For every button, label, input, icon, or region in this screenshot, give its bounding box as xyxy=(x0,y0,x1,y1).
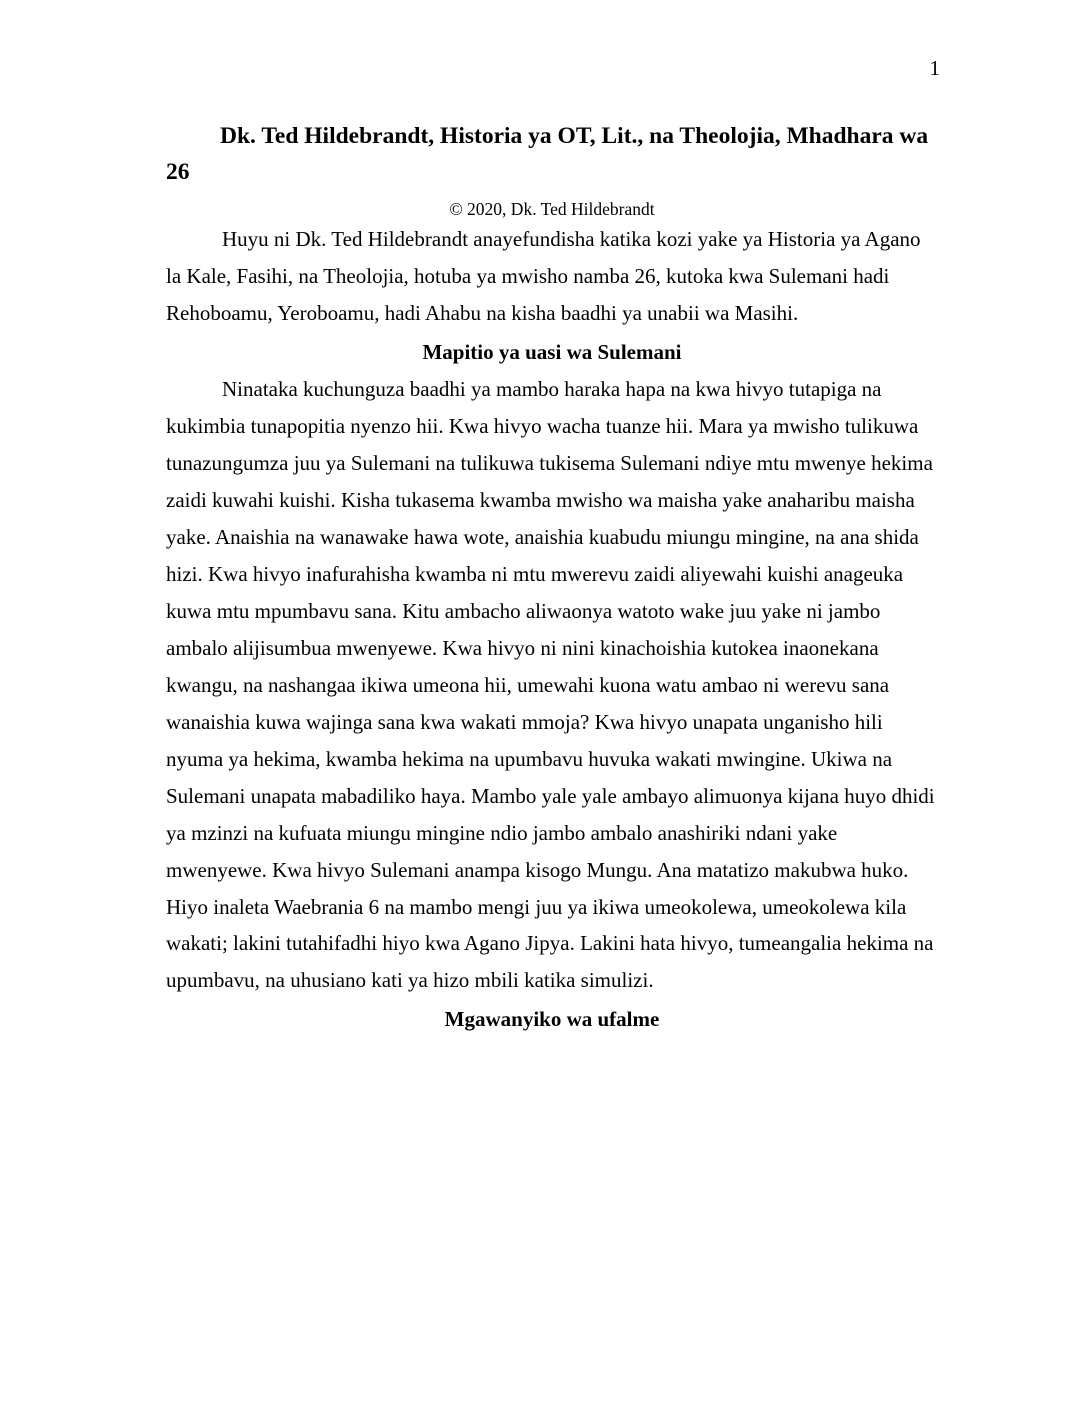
section-heading-kingdom-division: Mgawanyiko wa ufalme xyxy=(444,1007,660,1032)
section-heading-sulemani-review: Mapitio ya uasi wa Sulemani xyxy=(422,340,682,365)
page-number: 1 xyxy=(929,56,940,80)
page-content xyxy=(166,118,938,1038)
section-one-paragraph: Ninataka kuchunguza baadhi ya mambo haraka hapa na kwa hivyo tutapiga na kukimbia tunapopitia nyenzo hii. Kwa hivyo wacha tuanze hii. Mara ya mwisho tulikuwa tunazungumza juu ya Sulemani na tulikuwa tukisema Sulemani ndiye mtu mwenye hekima zaidi kuwahi kuishi. Kisha tukasema kwamba mwisho wa maisha yake anaharibu maisha yake. Anaishia na wanawake hawa wote, anaishia kuabudu miungu mingine, na ana shida hizi. Kwa hivyo inafurahisha kwamba ni mtu mwerevu zaidi aliyewahi kuishi anageuka kuwa mtu mpumbavu sana. Kitu ambacho aliwaonya watoto wake juu yake ni jambo ambalo alijisumbua mwenyewe. Kwa hivyo ni nini kinachoishia kutokea inaonekana kwangu, na nashangaa ikiwa umeona hii, umewahi kuona watu ambao ni werevu sana wanaishia kuwa wajinga sana kwa wakati mmoja? Kwa hivyo unapata unganisho hili nyuma ya hekima, kwamba hekima na upumbavu huvuka wakati mwingine. Ukiwa na Sulemani unapata mabadiliko haya. Mambo yale yale ambayo alimuonya kijana huyo dhidi ya mzinzi na kufuata miungu mingine ndio jambo ambalo anashiriki ndani yake mwenyewe. Kwa hivyo Sulemani anampa kisogo Mungu. Ana matatizo makubwa huko. Hiyo inaleta Waebrania 6 na mambo mengi juu ya ikiwa umeokolewa, umeokolewa kila wakati; lakini tutahifadhi hiyo kwa Agano Jipya. Lakini hata hivyo, tumeangalia hekima na upumbavu, na uhusiano kati ya hizo mbili katika simulizi. xyxy=(166,377,935,993)
page-title: Dk. Ted Hildebrandt, Historia ya OT, Lit., na Theolojia, Mhadhara wa 26 xyxy=(166,123,929,186)
intro-paragraph: Huyu ni Dk. Ted Hildebrandt anayefundisha katika kozi yake ya Historia ya Agano la Kale, Fasihi, na Theolojia, hotuba ya mwisho namba 26, kutoka kwa Sulemani hadi Rehoboamu, Yeroboamu, hadi Ahabu na kisha baadhi ya unabii wa Masihi. xyxy=(166,227,921,326)
copyright-line: © 2020, Dk. Ted Hildebrandt xyxy=(449,198,655,219)
